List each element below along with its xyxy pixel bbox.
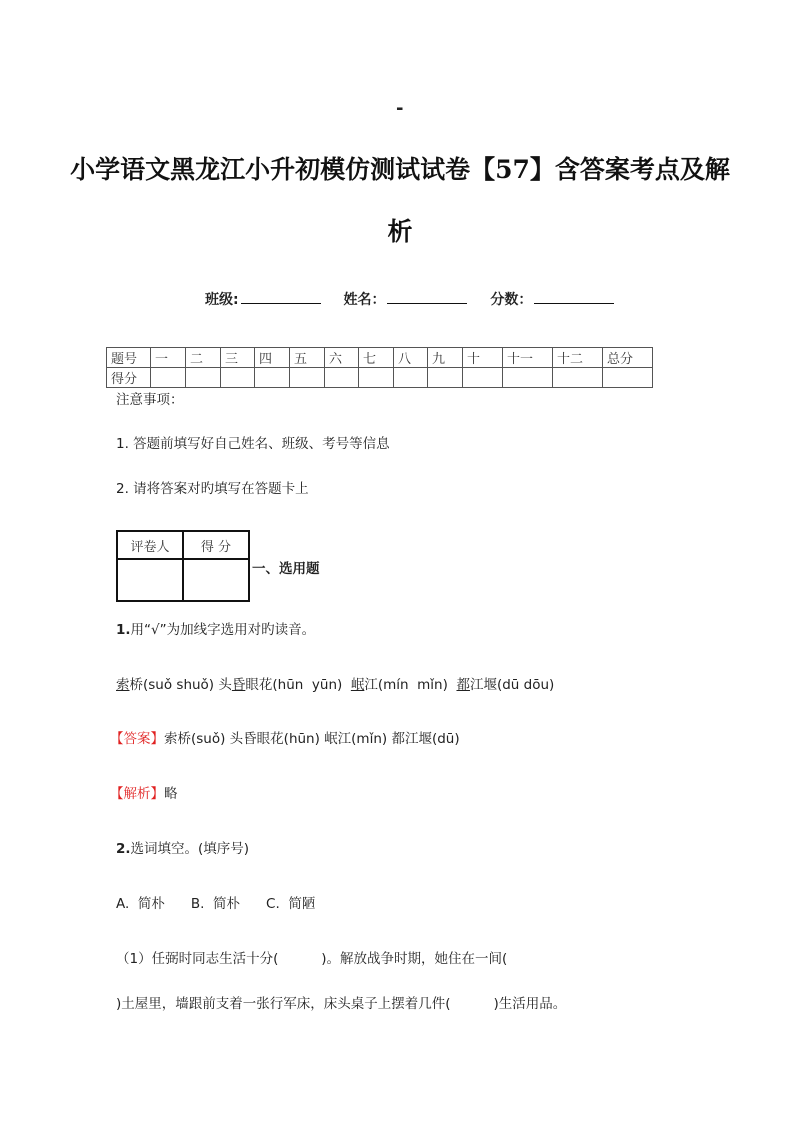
table-cell: 十二 (553, 348, 603, 368)
underlined-char: 岷 (350, 677, 365, 693)
option-c: C. 简陋 (266, 896, 316, 912)
explanation-line (110, 782, 178, 802)
table-cell: 二 (186, 348, 221, 368)
table-cell: 得 分 (183, 531, 249, 559)
name-label: 姓名： (343, 292, 386, 308)
paragraph-line: )土屋里，墙跟前支着一张行军床，床头桌子上摆着几件( )生活用品。 (116, 996, 567, 1012)
question-text: 用“√”为加线字选用对旳读音。 (130, 622, 316, 638)
score-cell[interactable] (186, 368, 221, 388)
score-cell[interactable] (183, 559, 249, 601)
score-cell[interactable] (325, 368, 359, 388)
score-cell[interactable] (394, 368, 428, 388)
table-cell: 十一 (503, 348, 553, 368)
page-title-line1: 小学语文黑龙江小升初模仿测试试卷【57】含答案考点及解 (70, 155, 730, 184)
table-cell: 七 (359, 348, 394, 368)
table-cell: 评卷人 (117, 531, 183, 559)
option-b: B. 简朴 (190, 896, 241, 912)
answer-label: 【答案】 (110, 731, 164, 747)
table-cell: 一 (151, 348, 186, 368)
name-blank[interactable] (387, 289, 467, 304)
question-text: 选词填空。(填序号) (130, 841, 250, 857)
score-table (106, 347, 653, 388)
score-cell[interactable] (221, 368, 255, 388)
choice-text: 桥(suǒ shuǒ) (129, 677, 219, 693)
grader-cell[interactable] (117, 559, 183, 601)
section-title: 一、选用题 (252, 561, 320, 577)
choice-text: 眼花(hūn yūn) (245, 677, 351, 693)
underlined-char: 昏 (231, 677, 246, 693)
score-cell[interactable] (255, 368, 290, 388)
table-cell: 九 (428, 348, 463, 368)
paragraph-line: （1）任弼时同志生活十分( )。解放战争时期，她住在一间( (116, 951, 508, 967)
table-cell: 四 (255, 348, 290, 368)
explanation-text: 略 (164, 786, 178, 802)
score-cell[interactable] (359, 368, 394, 388)
note-item: 2. 请将答案对旳填写在答题卡上 (116, 481, 309, 497)
table-cell: 总分 (603, 348, 653, 368)
pinyin-choices (116, 673, 554, 693)
notes-title: 注意事项： (116, 392, 184, 408)
answer-line (110, 727, 460, 747)
student-info-fields (205, 289, 614, 309)
table-row (117, 531, 249, 559)
grader-table (116, 530, 250, 602)
score-cell[interactable] (553, 368, 603, 388)
note-item: 1. 答题前填写好自己姓名、班级、考号等信息 (116, 436, 390, 452)
option-list (116, 892, 315, 912)
table-cell: 三 (221, 348, 255, 368)
question-number: 2. (116, 841, 131, 857)
score-cell[interactable] (151, 368, 186, 388)
underlined-char: 索 (116, 677, 130, 693)
choice-text: 江(mín mǐn) (364, 677, 457, 693)
question-number: 1. (116, 622, 131, 638)
score-cell[interactable] (290, 368, 325, 388)
header-dash: - (396, 98, 404, 119)
score-cell[interactable] (428, 368, 463, 388)
score-blank[interactable] (534, 289, 614, 304)
table-row (117, 559, 249, 601)
table-cell: 八 (394, 348, 428, 368)
question-1 (116, 618, 315, 638)
table-cell: 十 (463, 348, 503, 368)
score-cell[interactable] (603, 368, 653, 388)
explanation-label: 【解析】 (110, 786, 164, 802)
class-label: 班级: (205, 292, 239, 308)
score-label: 分数： (490, 292, 533, 308)
choice-text: 头 (218, 677, 232, 693)
table-row (107, 368, 653, 388)
table-cell: 六 (325, 348, 359, 368)
table-cell: 得分 (107, 368, 151, 388)
choice-text: 江堰(dū dōu) (469, 677, 555, 693)
table-cell: 题号 (107, 348, 151, 368)
score-cell[interactable] (463, 368, 503, 388)
underlined-char: 都 (456, 677, 470, 693)
score-cell[interactable] (503, 368, 553, 388)
answer-text: 索桥(suǒ) 头昏眼花(hūn) 岷江(mǐn) 都江堰(dū) (164, 731, 460, 747)
option-a: A. 简朴 (116, 896, 165, 912)
page-title-line2: 析 (387, 217, 413, 246)
class-blank[interactable] (241, 289, 321, 304)
table-cell: 五 (290, 348, 325, 368)
table-row (107, 348, 653, 368)
question-2 (116, 837, 249, 857)
